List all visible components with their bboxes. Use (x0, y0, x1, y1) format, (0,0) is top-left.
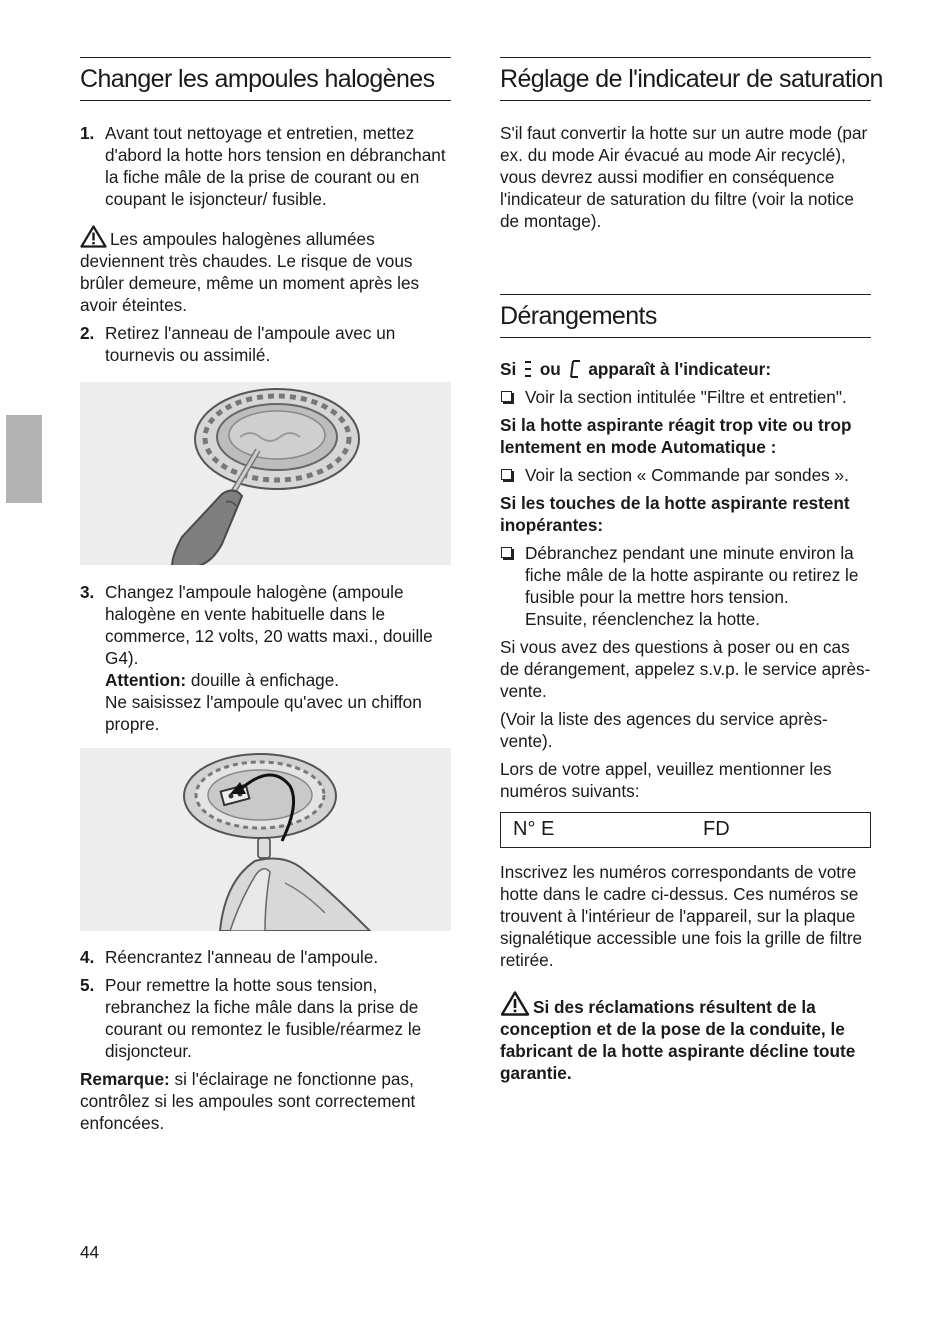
remark-label: Remarque: (80, 1069, 170, 1089)
illustration-remove-ring (80, 382, 451, 565)
numbers-location-paragraph: Inscrivez les numéros correspondants de votre hotte dans le cadre ci-dessus. Ces numéros se trouvent à l'intérieur de l'appareil, sur la plaque signalétique accessible une fois la grille de filtre retirée. (500, 862, 863, 970)
warning-triangle-icon (500, 991, 530, 1016)
section-title-saturation: Réglage de l'indicateur de saturation (500, 57, 871, 101)
step-text: Retirez l'anneau de l'ampoule avec un tournevis ou assimilé. (105, 323, 396, 365)
fault-question-3: Si les touches de la hotte aspirante restent inopérantes: (500, 493, 850, 535)
checkbox-bullet-icon (501, 547, 512, 558)
list-item (500, 386, 871, 408)
q1-middle: ou (539, 359, 561, 379)
fault-answers-2 (500, 464, 871, 486)
list-item (500, 542, 871, 630)
answer-text: Débranchez pendant une minute environ la fiche mâle de la hotte aspirante ou retirez le fusible pour la mettre hors tension. (525, 543, 859, 607)
step-4 (80, 946, 451, 968)
attention-label: Attention: (105, 670, 187, 690)
attention-text: douille à enfichage. (186, 670, 340, 690)
warning-text: Les ampoules halogènes allumées deviennent très chaudes. Le risque de vous brûler demeure, même un moment après les avoir éteintes. (80, 229, 420, 315)
final-warning-text: Si des réclamations résultent de la conception et de la pose de la conduite, le fabricant de la hotte aspirante décline toute garantie. (500, 997, 856, 1083)
steps-list-b (80, 322, 451, 366)
numbers-paragraph: Lors de votre appel, veuillez mentionner les numéros suivants: (500, 759, 832, 801)
step-text: Changez l'ampoule halogène (ampoule halogène en vente habituelle dans le commerce, 12 volts, 20 watts maxi., douille G4). (105, 582, 433, 668)
handling-note: Ne saisissez l'ampoule qu'avec un chiffon propre. (105, 692, 422, 734)
step-number: 2. (80, 323, 95, 343)
right-column (500, 57, 883, 1084)
steps-list-c (80, 581, 451, 735)
final-warning-paragraph (500, 991, 871, 1084)
step-text: Réencrantez l'anneau de l'ampoule. (105, 947, 379, 967)
agency-paragraph: (Voir la liste des agences du service après-vente). (500, 709, 828, 751)
fault-answers-1 (500, 386, 871, 408)
serial-number-box (500, 812, 871, 848)
list-item (500, 464, 871, 486)
answer-text-followup: Ensuite, réenclenchez la hotte. (525, 609, 761, 629)
answer-text: Voir la section « Commande par sondes ». (525, 465, 849, 485)
steps-list-a (80, 122, 451, 210)
fault-question-1 (500, 358, 871, 380)
saturation-paragraph: S'il faut convertir la hotte sur un autre mode (par ex. du mode Air évacué au mode Air recyclé), vous devrez aussi modifier en conséquence l'indicateur de saturation du filtre (voir la notice de montage). (500, 123, 868, 231)
step-number: 1. (80, 123, 95, 143)
left-column (80, 57, 451, 1134)
bulb-hands-illustration (80, 748, 451, 931)
step-text: Pour remettre la hotte sous tension, rebranchez la fiche mâle dans la prise de courant ou remontez le fusible/réarmez le disjoncteur. (105, 975, 422, 1061)
q1-prefix: Si (500, 359, 517, 379)
warning-triangle-icon (80, 225, 107, 248)
section-title-halogen: Changer les ampoules halogènes (80, 57, 451, 101)
fault-answers-3 (500, 542, 871, 630)
service-paragraph: Si vous avez des questions à poser ou en cas de dérangement, appelez s.v.p. le service après-vente. (500, 637, 871, 701)
step-5 (80, 974, 451, 1062)
section-title-faults: Dérangements (500, 294, 871, 338)
checkbox-bullet-icon (501, 469, 512, 480)
step-number: 3. (80, 582, 95, 602)
illustration-change-bulb (80, 748, 451, 931)
step-2 (80, 322, 451, 366)
fd-number-label: FD (703, 818, 730, 840)
checkbox-bullet-icon (501, 391, 512, 402)
lcd-symbol-icon (568, 359, 582, 379)
step-number: 4. (80, 947, 95, 967)
remark-paragraph (80, 1068, 451, 1134)
step-3 (80, 581, 451, 735)
q1-suffix: apparaît à l'indicateur: (588, 359, 772, 379)
steps-list-d (80, 946, 451, 1062)
step-number: 5. (80, 975, 95, 995)
ring-screwdriver-illustration (80, 382, 451, 565)
step-1 (80, 122, 451, 210)
chapter-side-tab (6, 415, 42, 503)
answer-text: Voir la section intitulée "Filtre et entretien". (525, 387, 847, 407)
fault-question-2: Si la hotte aspirante réagit trop vite ou trop lentement en mode Automatique : (500, 415, 852, 457)
warning-paragraph (80, 225, 451, 316)
step-text: Avant tout nettoyage et entretien, mettez d'abord la hotte hors tension en débranchant la fiche mâle de la prise de courant ou en coupant le isjoncteur/ fusible. (105, 123, 446, 209)
remark-text: si l'éclairage ne fonctionne pas, contrôlez si les ampoules sont correctement enfoncées. (80, 1069, 416, 1133)
lcd-symbol-icon (523, 359, 533, 379)
page-number: 44 (80, 1242, 100, 1262)
e-number-label: N° E (513, 818, 555, 840)
